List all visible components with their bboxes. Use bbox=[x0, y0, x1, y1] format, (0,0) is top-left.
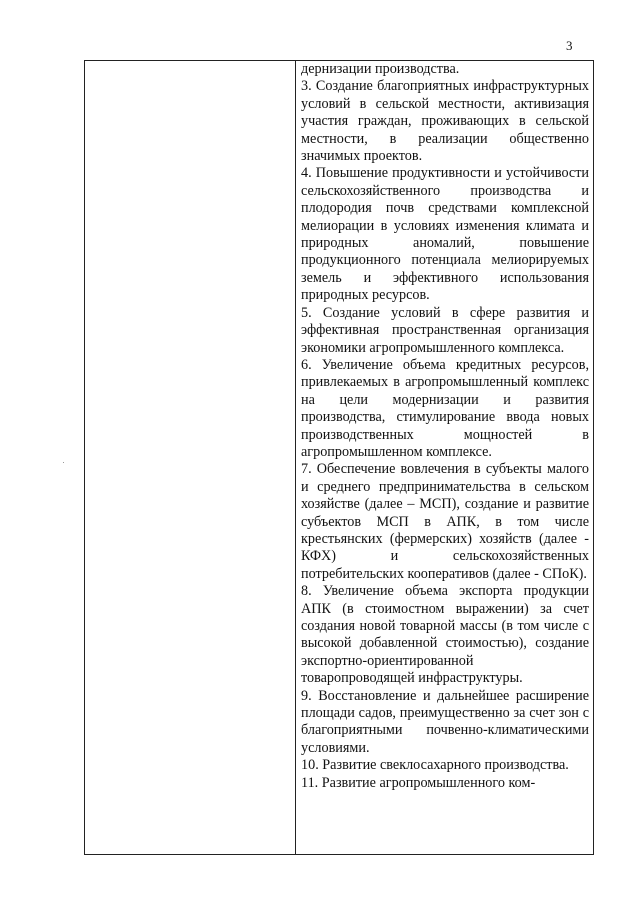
list-item: 4. Повышение продуктивности и устойчивости сельскохозяйственного производства и плодородия почв средствами комплексной мелиорации в условиях изменения климата и природных аномалий, повышение продукционного потенциала мелиорируемых земель и эффективного использования природных ресурсов. bbox=[301, 165, 589, 304]
list-item: 10. Развитие свеклосахарного производства. bbox=[301, 757, 569, 774]
list-item: 11. Развитие агропромышленного ком- bbox=[301, 774, 536, 791]
document-table bbox=[84, 60, 594, 855]
list-item: 6. Увеличение объема кредитных ресурсов, привлекаемых в агропромышленный комплекс на цели модернизации и развития производства, стимулирование ввода новых производственных мощностей в агропромышленном комплексе. bbox=[301, 356, 589, 460]
list-item: 9. Восстановление и дальнейшее расширение площади садов, преимущественно за счет зон с благоприятными почвенно-климатическими условиями. bbox=[301, 687, 589, 756]
list-item: 5. Создание условий в сфере развития и эффективная пространственная организация экономики агропромышленного комплекса. bbox=[301, 304, 589, 356]
list-item: 3. Создание благоприятных инфраструктурных условий в сельской местности, активизация участия граждан, проживающих в сельской местности, в реализации общественно значимых проектов. bbox=[301, 78, 589, 165]
page-number: 3 bbox=[566, 38, 573, 53]
table-right-cell bbox=[296, 61, 593, 854]
list-item: дернизации производства. bbox=[301, 61, 460, 77]
table-left-cell bbox=[85, 61, 296, 854]
list-item: 7. Обеспечение вовлечения в субъекты малого и среднего предпринимательства в сельском хозяйстве (далее – МСП), создание и развитие субъектов МСП в АПК, в том числе крестьянских (фермерских) хозяйств (далее - КФХ) и сельскохозяйственных потребительских кооперативов (далее - СПоК). bbox=[301, 461, 589, 582]
list-item: 8. Увеличение объема экспорта продукции АПК (в стоимостном выражении) за счет создания новой товарной массы (в том числе с высокой добавленной стоимостью), создание экспортно-ориентированной товаропроводящей инфраструктуры. bbox=[301, 583, 589, 687]
scan-speck bbox=[63, 462, 64, 463]
